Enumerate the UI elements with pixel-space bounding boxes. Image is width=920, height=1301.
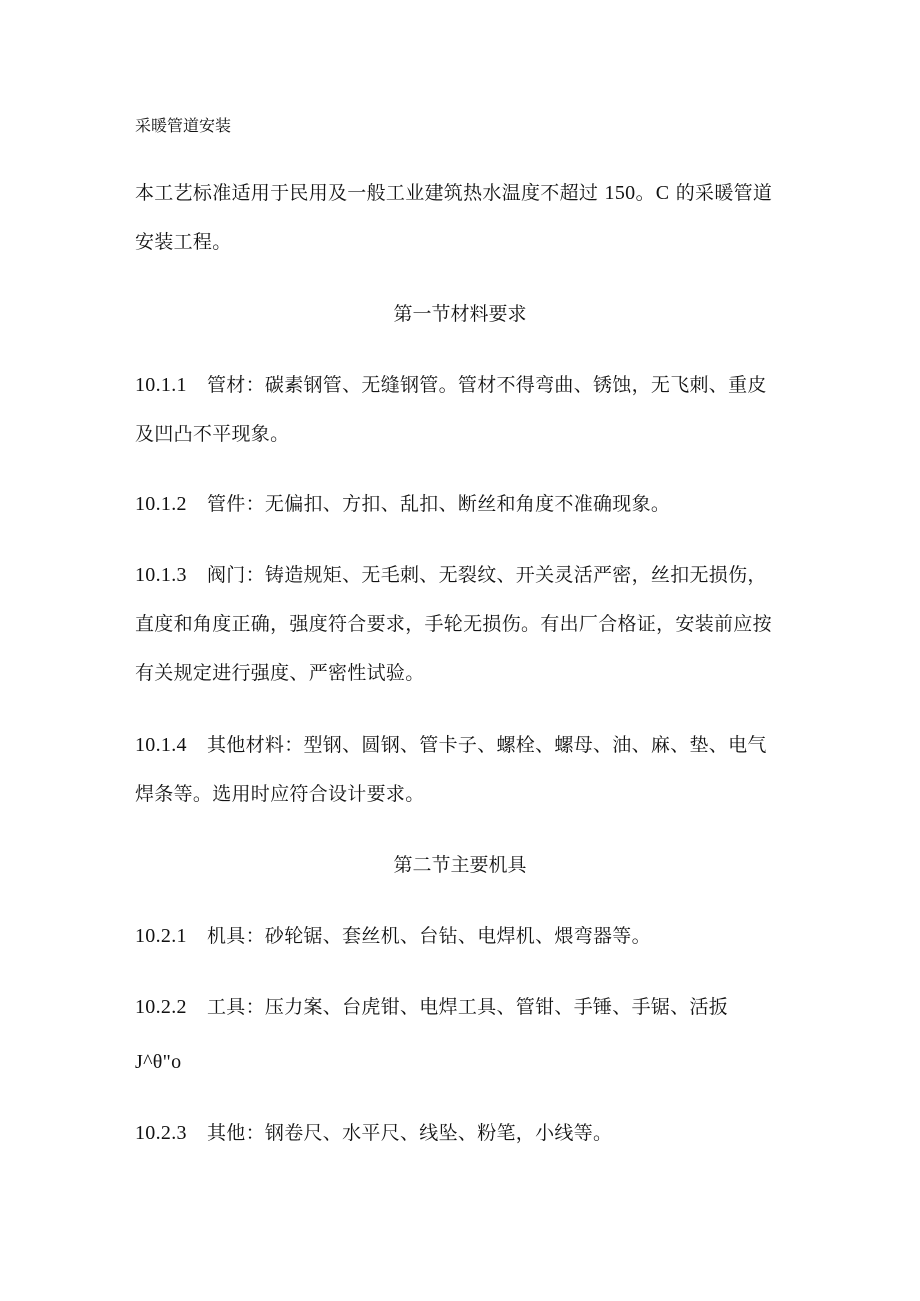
item-10-1-3-line-1	[135, 563, 767, 587]
item-10-1-4-line-2: 焊条等。选用时应符合设计要求。	[135, 783, 425, 805]
document-title: 采暖管道安装	[135, 116, 232, 135]
intro-text-a: 本工艺标准适用于民用及一般工业建筑热水温度不超过	[135, 182, 605, 204]
item-text: 工具：压力案、台虎钳、电焊工具、管钳、手锤、手锯、活扳	[207, 996, 729, 1018]
item-10-1-2-line-1	[135, 492, 670, 516]
section-2-heading: 第二节主要机具	[393, 854, 527, 876]
item-10-2-3-line-1	[135, 1121, 612, 1145]
item-number: 10.1.3	[135, 564, 187, 586]
item-10-1-4-line-1	[135, 733, 767, 757]
intro-line-1	[135, 181, 772, 205]
item-text: 管件：无偏扣、方扣、乱扣、断丝和角度不准确现象。	[207, 493, 671, 515]
item-10-2-1-line-1	[135, 924, 651, 948]
item-number: 10.2.1	[135, 925, 187, 947]
intro-line-2: 安装工程。	[135, 231, 232, 253]
item-text: 机具：砂轮锯、套丝机、台钻、电焊机、煨弯器等。	[207, 925, 651, 947]
item-number: 10.1.2	[135, 493, 187, 515]
item-text: 其他材料：型钢、圆钢、管卡子、螺栓、螺母、油、麻、垫、电气	[207, 734, 767, 756]
item-number: 10.1.4	[135, 734, 187, 756]
item-10-1-3-line-2: 直度和角度正确，强度符合要求，手轮无损伤。有出厂合格证，安装前应按	[135, 613, 772, 635]
item-10-1-1-line-2: 及凹凸不平现象。	[135, 423, 290, 445]
intro-text-c: 的采暖管道	[669, 182, 773, 204]
item-text: 管材：碳素钢管、无缝钢管。管材不得弯曲、锈蚀，无飞刺、重皮	[207, 374, 767, 396]
item-text: 阀门：铸造规矩、无毛刺、无裂纹、开关灵活严密，丝扣无损伤，	[207, 564, 767, 586]
item-10-1-3-line-3: 有关规定进行强度、严密性试验。	[135, 662, 425, 684]
item-10-2-2-line-1	[135, 995, 728, 1019]
item-number: 10.1.1	[135, 374, 187, 396]
item-10-1-1-line-1	[135, 373, 767, 397]
item-number: 10.2.2	[135, 996, 187, 1018]
item-number: 10.2.3	[135, 1122, 187, 1144]
item-10-2-2-line-2: J^θ"o	[135, 1051, 182, 1073]
section-1-heading: 第一节材料要求	[393, 303, 527, 325]
intro-temperature: 150。C	[604, 182, 670, 204]
item-text: 其他：钢卷尺、水平尺、线坠、粉笔，小线等。	[207, 1122, 613, 1144]
